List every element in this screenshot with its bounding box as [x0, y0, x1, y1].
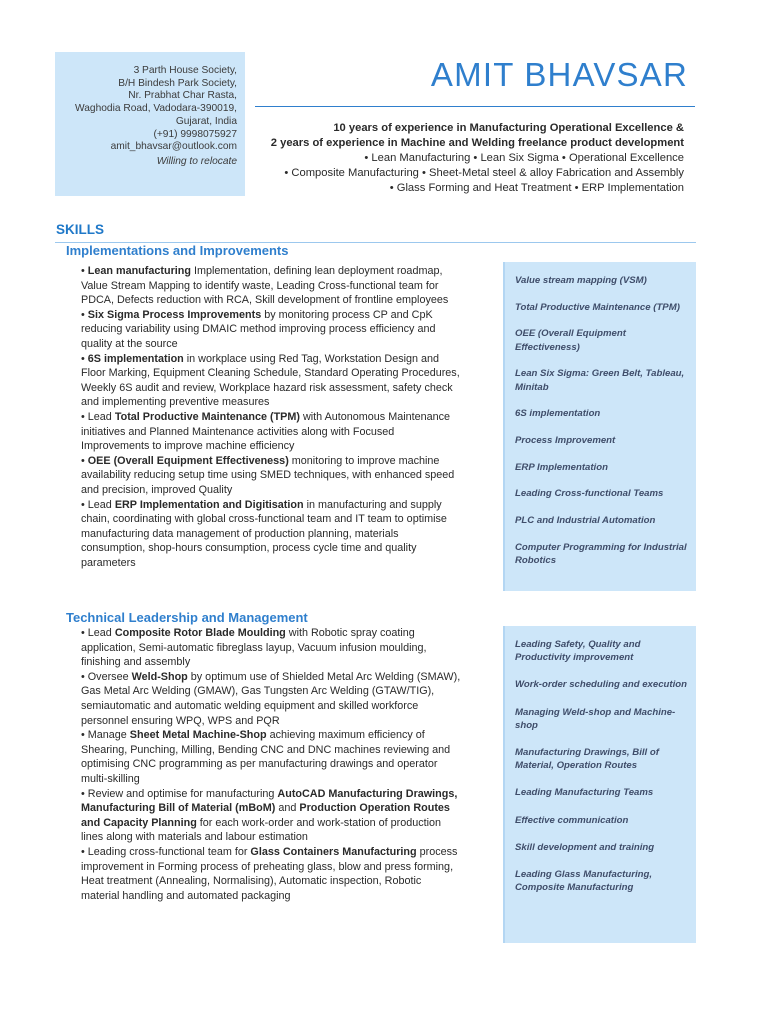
bullet-text: achieving maximum efficiency of Shearing, Punching, Milling, Bending CNC and DNC machines reviewing and optimising CNC programming as per manufacturing drawings and operator multi-skilling: [81, 729, 451, 785]
bullet-prefix: •: [81, 352, 88, 365]
side-skill-item: Leading Glass Manufacturing, Composite Manufacturing: [515, 869, 652, 894]
bullet-highlight: 6S implementation: [87, 352, 184, 365]
candidate-name: AMIT BHAVSAR: [430, 56, 688, 93]
skills-heading: SKILLS: [56, 222, 105, 237]
contact-address-line-3: Nr. Prabhat Char Rasta,: [128, 90, 237, 102]
summary-line-5: • Glass Forming and Heat Treatment • ERP Implementation: [389, 182, 684, 195]
bullet-highlight: Production Operation Routes and Capacity Planning: [81, 802, 450, 829]
side-skill-item: ERP Implementation: [515, 461, 608, 473]
bullet-text: process improvement in Forming process of preheating glass, blow and press forming, Heat treatment (Annealing, Normalising), Automatic inspection, Robotic material handling and automated packaging: [81, 845, 458, 902]
summary-line-4: • Composite Manufacturing • Sheet-Metal steel & alloy Fabrication and Assembly: [284, 167, 684, 180]
bullet-highlight: OEE (Overall Equipment Effectiveness): [87, 454, 289, 467]
bullet-prefix: • Lead: [81, 498, 115, 511]
side-skill-item: Skill development and training: [515, 841, 655, 853]
bullet-autocad: [81, 787, 461, 845]
bullet-text: and: [275, 802, 300, 815]
side-skill-item: Value stream mapping (VSM): [515, 275, 647, 286]
bullet-text: for each work-order and work-station of production lines along with materials and labour estimation: [81, 816, 442, 844]
bullet-highlight: Composite Rotor Blade Moulding: [114, 627, 286, 639]
bullet-highlight: Glass Containers Manufacturing: [250, 845, 417, 858]
summary-line-3: • Lean Manufacturing • Lean Six Sigma • Operational Excellence: [364, 152, 684, 165]
side-skill-item: Managing Weld-shop and Machine-shop: [515, 706, 676, 731]
bullet-highlight: Sheet Metal Machine-Shop: [129, 729, 267, 742]
bullet-highlight: Six Sigma Process Improvements: [87, 308, 262, 321]
bullet-prefix: • Lead: [81, 627, 115, 639]
summary-line-2: 2 years of experience in Machine and Welding freelance product development: [270, 137, 684, 150]
contact-address-line-5: Gujarat, India: [175, 115, 237, 127]
contact-address-line-2: B/H Bindesh Park Society,: [118, 77, 237, 89]
bullet-oee: [81, 454, 461, 498]
bullet-text: by monitoring process CP and CpK reducing variability using DMAIC method improving process efficiency and quality at the source: [81, 308, 436, 350]
side-skill-item: PLC and Industrial Automation: [515, 515, 656, 527]
section-title-implementations: Implementations and Improvements: [66, 243, 289, 258]
side-skill-item: Manufacturing Drawings, Bill of Material, Operation Routes: [515, 747, 659, 772]
bullet-text: in manufacturing and supply chain, coordinating with global cross-functional team and IT team to optimise manufacturing data management of production planning, materials consumption, shop-hours consumption, process cycle time and quality parameters: [81, 498, 447, 569]
bullet-prefix: •: [81, 454, 88, 467]
contact-email: amit_bhavsar@outlook.com: [110, 141, 237, 153]
bullet-prefix: • Lead: [81, 410, 115, 423]
side-skill-item: Computer Programming for Industrial Robotics: [515, 541, 687, 566]
bullet-prefix: • Manage: [81, 729, 130, 742]
bullet-highlight: AutoCAD Manufacturing Drawings, Manufacturing Bill of Material (mBoM): [81, 787, 458, 815]
section-title-leadership: Technical Leadership and Management: [66, 610, 308, 625]
bullet-text: in workplace using Red Tag, Workstation Design and Floor Marking, Equipment Cleaning Schedule, Standard Operating Procedures, Weekly 6S audit and review, Workplace hazard risk assessment, safety check and implementing preventive measures: [81, 352, 460, 409]
leadership-skill-sidebar: [503, 626, 696, 943]
bullet-text: by optimum use of Shielded Metal Arc Welding (SMAW), Gas Metal Arc Welding (GMAW), Gas Tungsten Arc Welding (GTAW/TIG), semiautomatic and automatic welding equipment and skilled workforce personnel ensuring WPQ, WPS and PQR: [81, 670, 461, 727]
bullet-composite-rotor: [81, 626, 461, 670]
bullet-erp: [81, 498, 461, 571]
bullet-sheet-metal: [81, 728, 461, 786]
contact-phone: (+91) 9998075927: [153, 128, 237, 140]
contact-box: [55, 52, 245, 196]
side-skill-item: Leading Manufacturing Teams: [515, 787, 654, 799]
bullet-6s: [81, 352, 461, 410]
summary-line-1: 10 years of experience in Manufacturing Operational Excellence &: [333, 122, 684, 134]
summary: [271, 121, 684, 196]
bullet-highlight: Lean manufacturing: [87, 265, 191, 277]
relocate-note: Willing to relocate: [156, 155, 237, 167]
side-skill-item: Process Improvement: [515, 434, 616, 446]
side-skill-item: Leading Safety, Quality and Productivity improvement: [515, 639, 641, 664]
bullet-lean-manufacturing: [81, 264, 461, 308]
bullet-text: with Autonomous Maintenance initiatives and Planned Maintenance activities along with Focused Improvements to improve machine efficiency: [81, 410, 451, 453]
bullet-tpm: [81, 410, 461, 454]
contact-address-line-1: 3 Parth House Society,: [133, 65, 237, 76]
bullet-weld-shop: [81, 670, 461, 728]
side-skill-item: 6S implementation: [515, 408, 601, 420]
bullet-text: Implementation, defining lean deployment roadmap, Value Stream Mapping to identify waste, Leading Cross-functional team for PDCA, Defects reduction with RCA, Skill development of frontline employees: [81, 265, 449, 307]
bullet-text: with Robotic spray coating application, Semi-automatic fibreglass layup, Vacuum infusion moulding, finishing and assembly: [81, 627, 427, 669]
implementations-skill-sidebar: [503, 262, 696, 591]
bullet-glass: [81, 845, 461, 903]
side-skill-item: OEE (Overall Equipment Effectiveness): [515, 328, 626, 353]
name-divider: [255, 106, 695, 107]
side-skill-item: Total Productive Maintenance (TPM): [515, 301, 680, 313]
bullet-highlight: ERP Implementation and Digitisation: [114, 498, 304, 511]
side-skill-item: Lean Six Sigma: Green Belt, Tableau, Minitab: [515, 368, 685, 393]
side-skill-item: Leading Cross-functional Teams: [515, 488, 664, 500]
bullet-prefix: • Leading cross-functional team for: [81, 845, 251, 858]
bullet-six-sigma: [81, 308, 461, 352]
contact-address-line-4: Waghodia Road, Vadodara-390019,: [75, 103, 237, 115]
side-skill-item: Work-order scheduling and execution: [515, 679, 688, 691]
bullet-prefix: •: [81, 265, 88, 277]
bullet-highlight: Total Productive Maintenance (TPM): [114, 410, 300, 423]
bullet-prefix: • Oversee: [81, 670, 132, 683]
side-skill-item: Effective communication: [515, 814, 629, 826]
implementations-bullet-list: [81, 264, 461, 570]
bullet-prefix: •: [81, 308, 88, 321]
bullet-highlight: Weld-Shop: [131, 670, 188, 683]
leadership-bullet-list: [81, 626, 461, 903]
bullet-text: monitoring to improve machine availability reducing setup time using SMED techniques, with enhanced speed and precision, improved Quality: [81, 454, 455, 496]
bullet-prefix: • Review and optimise for manufacturing: [81, 787, 278, 800]
